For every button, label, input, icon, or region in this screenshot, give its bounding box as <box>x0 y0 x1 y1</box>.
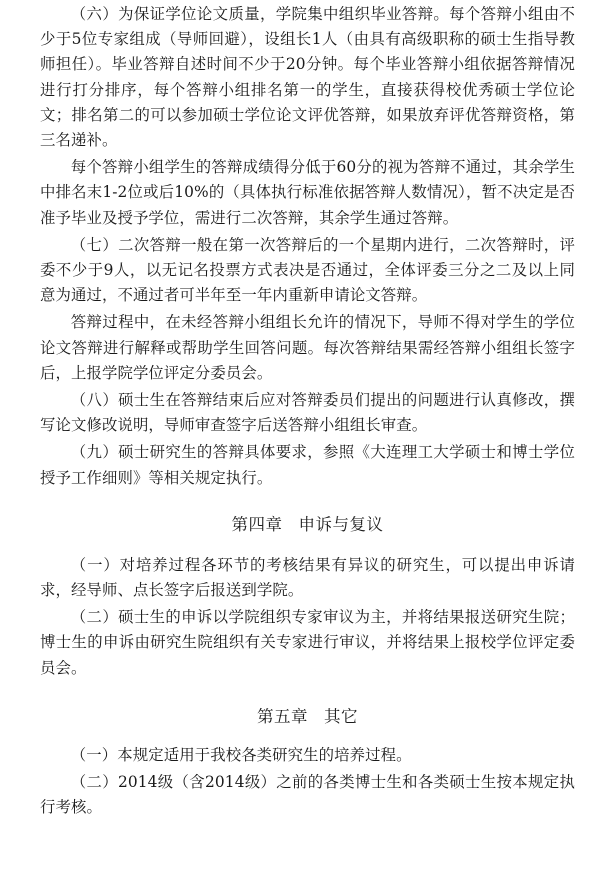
chapter-4-title: 申诉与复议 <box>298 514 384 534</box>
chapter-5-number: 第五章 <box>257 706 308 726</box>
paragraph-appeal-request: （一）对培养过程各环节的考核结果有异议的研究生，可以提出申诉请求，经导师、点长签字后报送到学院。 <box>40 555 575 600</box>
paragraph-defense-scoring: 每个答辩小组学生的答辩成绩得分低于60分的视为答辩不通过，其余学生中排名末1-2位或后10%的（具体执行标准依据答辩人数情况），暂不决定是否准予毕业及授予学位，需进行二次答辩，其余学生通过答辩。 <box>40 158 575 227</box>
chapter-5-heading <box>40 703 575 727</box>
chapter-4-number: 第四章 <box>231 514 283 534</box>
paragraph-appeal-review: （二）硕士生的申诉以学院组织专家审议为主，并将结果报送研究生院；博士生的申诉由研究生院组织有关专家进行审议，并将结果上报校学位评定委员会。 <box>40 608 575 677</box>
paragraph-defense-process: 答辩过程中，在未经答辩小组组长允许的情况下，导师不得对学生的学位论文答辩进行解释或帮助学生回答问题。每次答辩结果需经答辩小组组长签字后，上报学院学位评定分委员会。 <box>40 313 575 382</box>
chapter-5-title: 其它 <box>324 706 358 726</box>
chapter-4-heading <box>40 511 575 535</box>
paragraph-second-defense: （七）二次答辩一般在第一次答辩后的一个星期内进行，二次答辩时，评委不少于9人，以无记名投票方式表决是否通过，全体评委三分之二及以上同意为通过，不通过者可半年至一年内重新申请论文答辩。 <box>40 235 575 305</box>
paragraph-defense-requirements: （九）硕士研究生的答辩具体要求，参照《大连理工大学硕士和博士学位授予工作细则》等相关规定执行。 <box>40 443 575 487</box>
paragraph-applicability: （二）2014级（含2014级）之前的各类博士生和各类硕士生按本规定执行考核。 <box>40 773 575 817</box>
paragraph-defense-organization: （六）为保证学位论文质量，学院集中组织毕业答辩。每个答辩小组由不少于5位专家组成（导师回避），设组长1人（由具有高级职称的硕士生指导教师担任）。毕业答辩自述时间不少于20分钟。每个毕业答辩小组依据答辩情况进行打分排序，每个答辩小组排名第一的学生，直接获得校优秀硕士学位论文；排名第二的可以参加硕士学位论文评优答辩，如果放弃评优答辩资格，第三名递补。 <box>40 5 575 150</box>
paragraph-thesis-revision: （八）硕士生在答辩结束后应对答辩委员们提出的问题进行认真修改，撰写论文修改说明，导师审查签字后送答辩小组组长审查。 <box>40 391 575 435</box>
paragraph-scope: （一）本规定适用于我校各类研究生的培养过程。 <box>70 745 412 764</box>
